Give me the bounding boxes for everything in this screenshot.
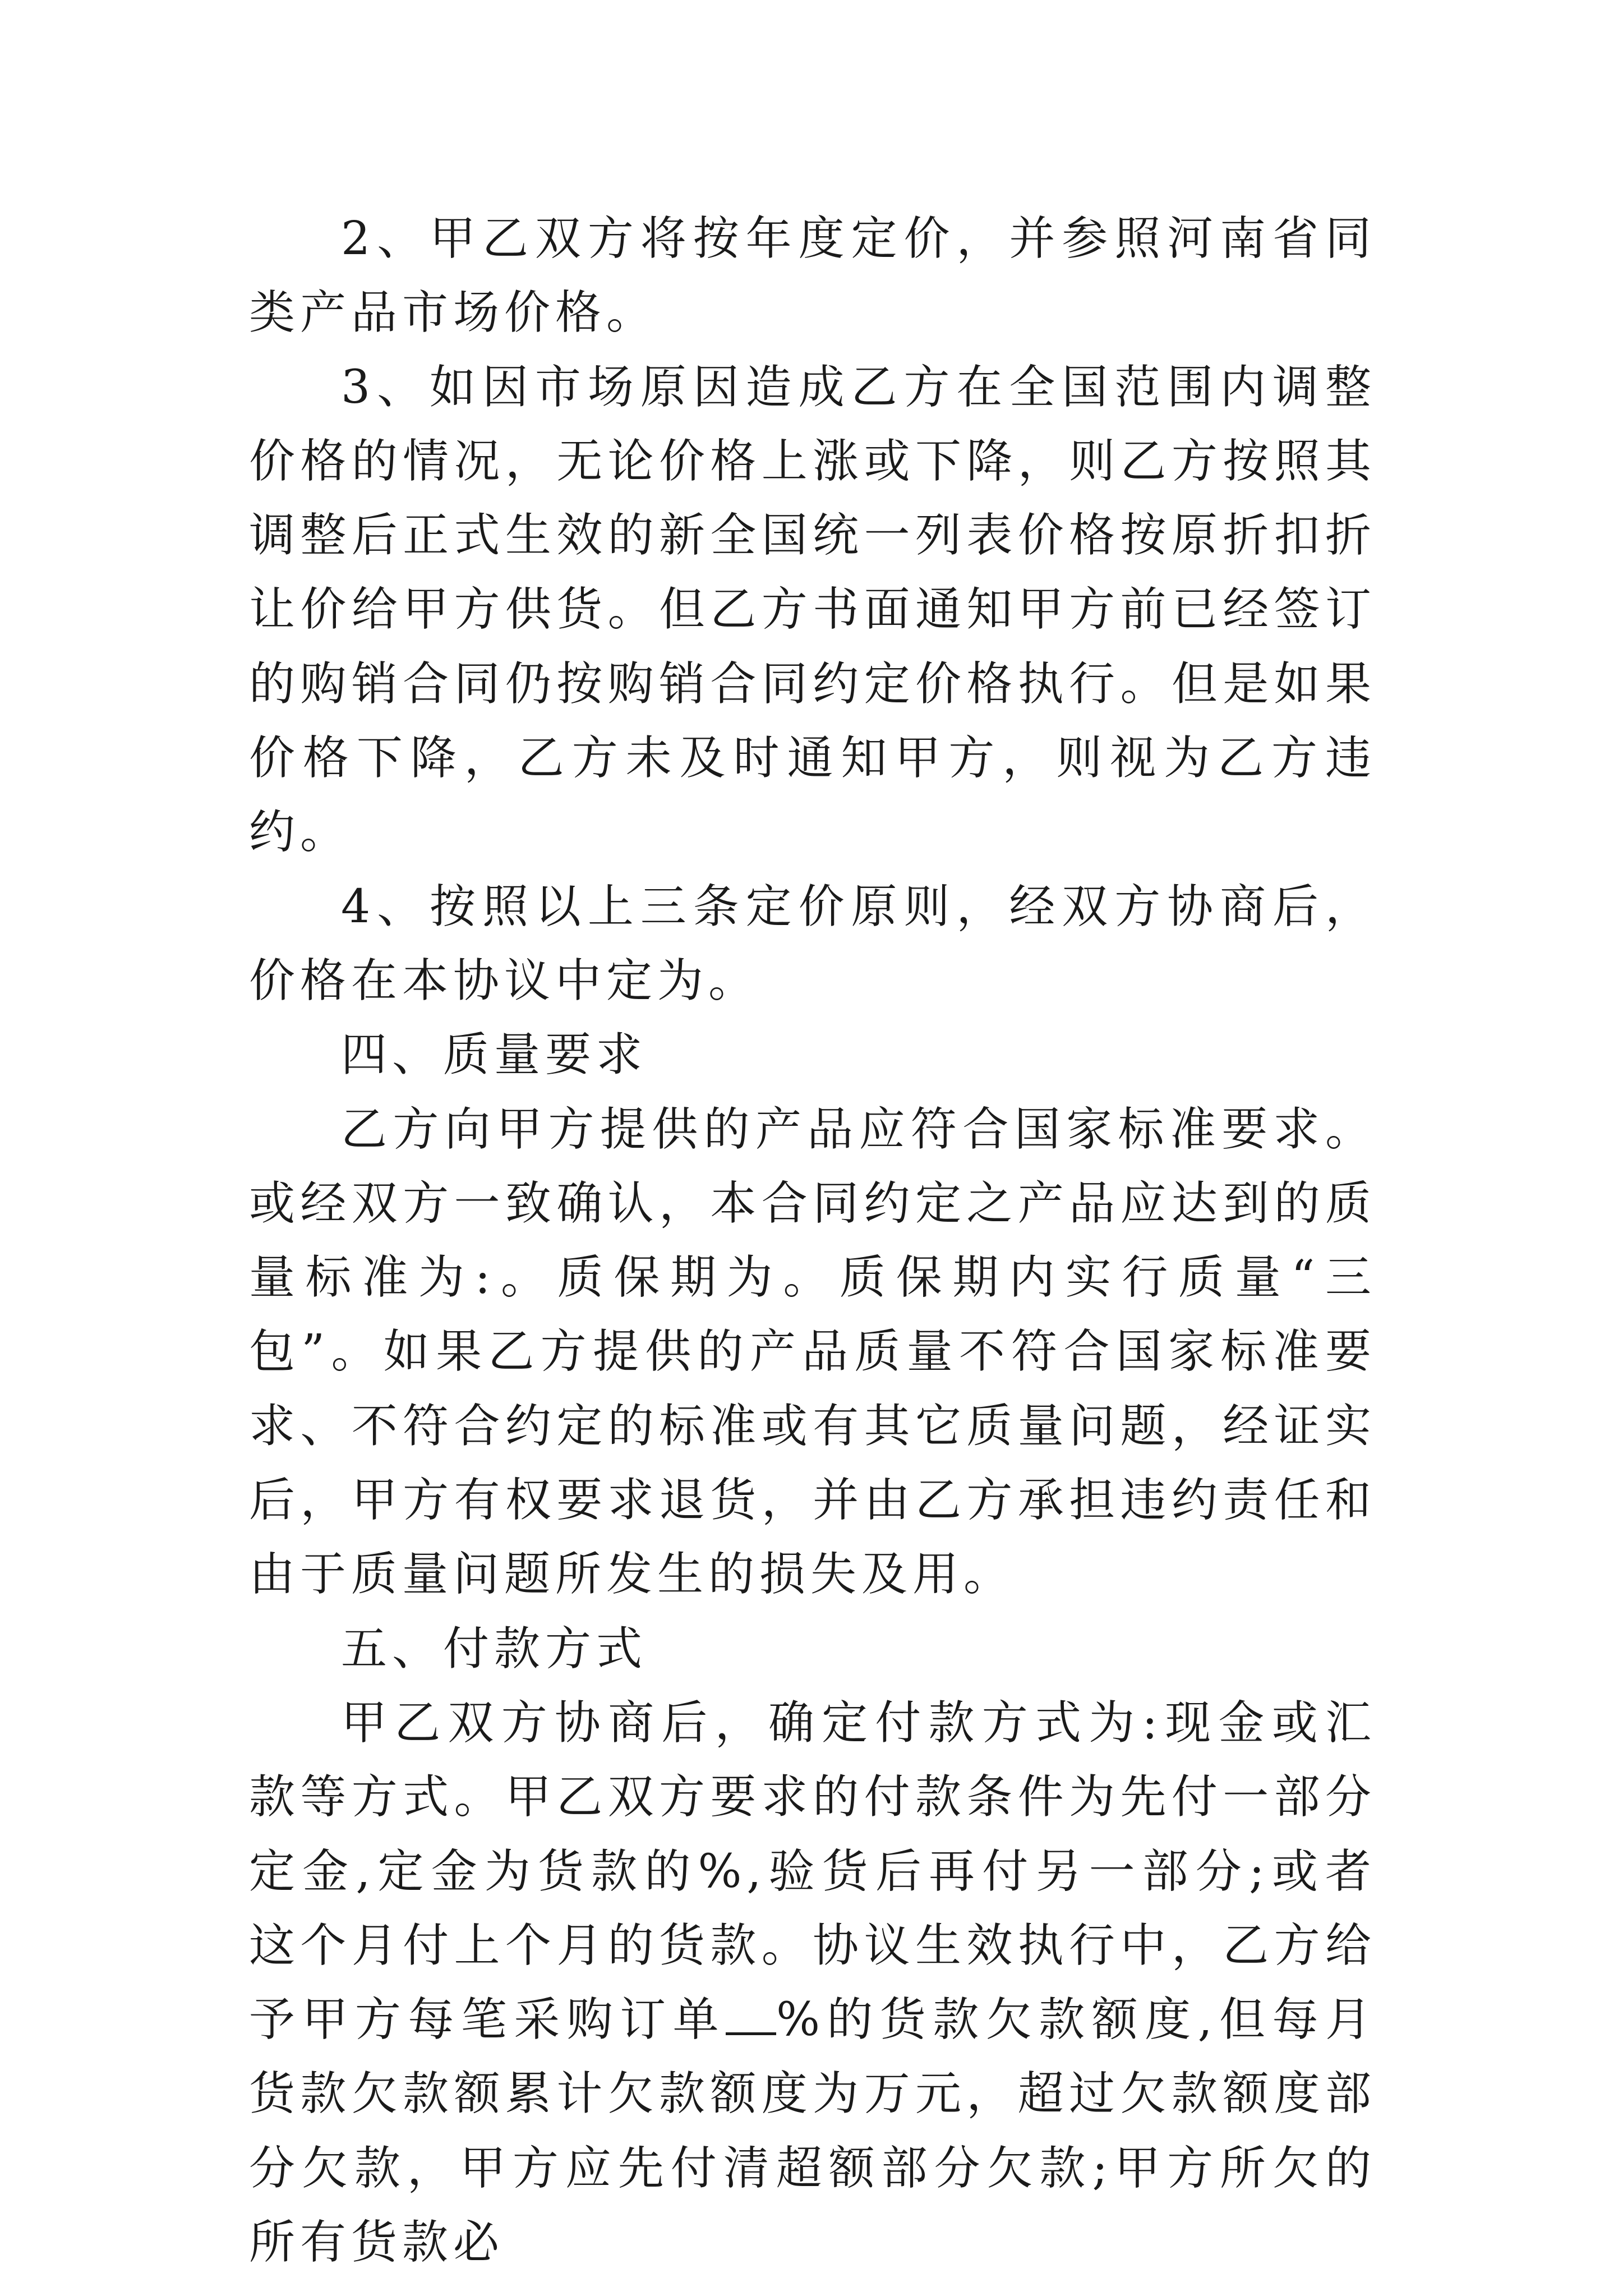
quality-requirements-paragraph: 乙方向甲方提供的产品应符合国家标准要求。或经双方一致确认，本合同约定之产品应达到的质量标准为:。质保期为。质保期内实行质量“三包”。如果乙方提供的产品质量不符合国家标准要求、不符合约定的标准或有其它质量问题，经证实后，甲方有权要求退货，并由乙方承担违约责任和由于质量问题所发生的损失及用。 (249, 1102, 1376, 1602)
payment-text-part1: 甲乙双方协商后，确定付款方式为:现金或汇款等方式。甲乙双方要求的付款条件为先付一部分定金,定金为货款的%,验货后再付另一部分;或者这个月付上个月的货款。协议生效执行中，乙方给予甲方每笔采购订单 (249, 1696, 1376, 2047)
fill-in-blank (726, 1991, 776, 2035)
clause-3-4-paragraph: 4、按照以上三条定价原则，经双方协商后，价格在本协议中定为。 (249, 880, 1376, 1007)
payment-text-part2: %的货款欠款额度,但每月货款欠款额累计欠款额度为万元，超过欠款额度部分欠款，甲方应先付清超额部分欠款;甲方所欠的所有货款必 (249, 1993, 1376, 2270)
payment-method-paragraph (249, 1686, 1376, 2280)
clause-3-3-paragraph: 3、如因市场原因造成乙方在全国范围内调整价格的情况，无论价格上涨或下降，则乙方按照其调整后正式生效的新全国统一列表价格按原折扣折让价给甲方供货。但乙方书面通知甲方前已经签订的购销合同仍按购销合同约定价格执行。但是如果价格下降，乙方未及时通知甲方，则视为乙方违约。 (249, 360, 1376, 859)
payment-method-heading: 五、付款方式 (341, 1622, 648, 1676)
clause-3-2-paragraph: 2、甲乙双方将按年度定价，并参照河南省同类产品市场价格。 (249, 212, 1376, 340)
quality-requirements-heading: 四、质量要求 (341, 1028, 648, 1082)
document-body (249, 202, 1376, 2280)
